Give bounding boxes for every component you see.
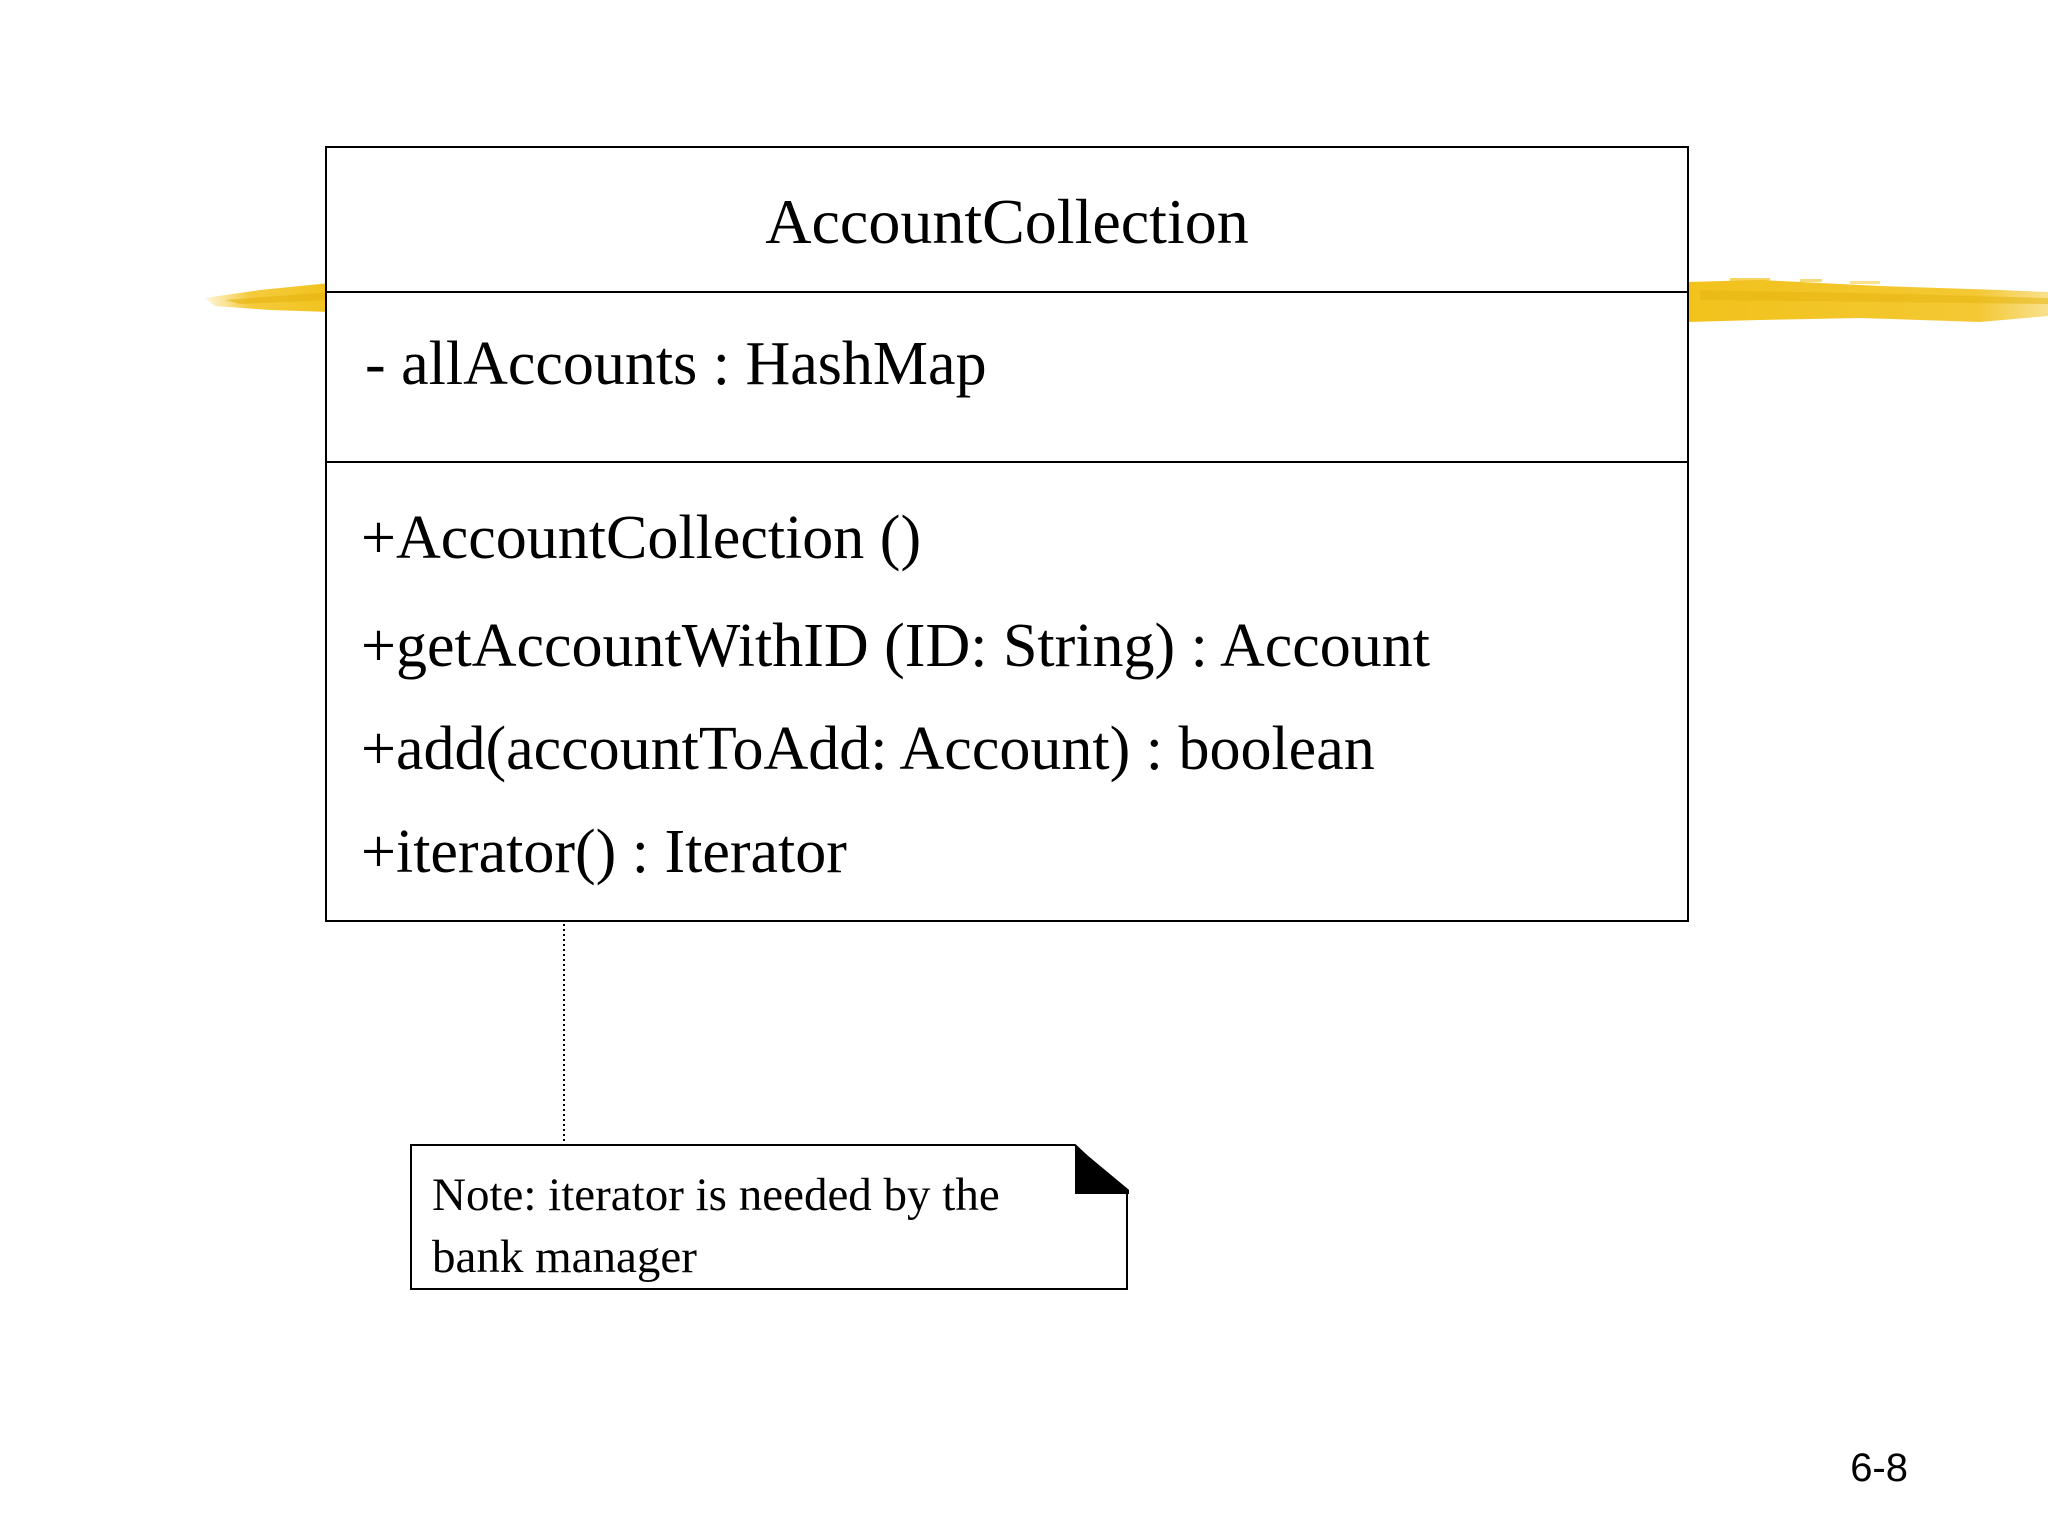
uml-class-box: [325, 146, 1689, 922]
note-line: Note: iterator is needed by the: [432, 1169, 1000, 1221]
note-text: [432, 1164, 1052, 1288]
class-attribute: - allAccounts : HashMap: [365, 330, 987, 398]
page-number: 6-8: [1850, 1446, 1908, 1490]
highlighter-left: [205, 283, 330, 312]
highlighter-right: [1688, 278, 2048, 322]
uml-note: [410, 1144, 1129, 1290]
operations-compartment: [327, 463, 1687, 922]
note-fold-corner: [1075, 1145, 1129, 1194]
class-name-compartment: [327, 148, 1687, 293]
class-operation: +getAccountWithID (ID: String) : Account: [361, 612, 1431, 680]
class-operation: +iterator() : Iterator: [361, 818, 847, 886]
class-operation: +AccountCollection (): [361, 504, 922, 572]
class-operation: +add(accountToAdd: Account) : boolean: [361, 715, 1375, 783]
class-name: AccountCollection: [765, 185, 1249, 257]
attributes-compartment: [327, 293, 1687, 463]
note-line: bank manager: [432, 1231, 697, 1283]
